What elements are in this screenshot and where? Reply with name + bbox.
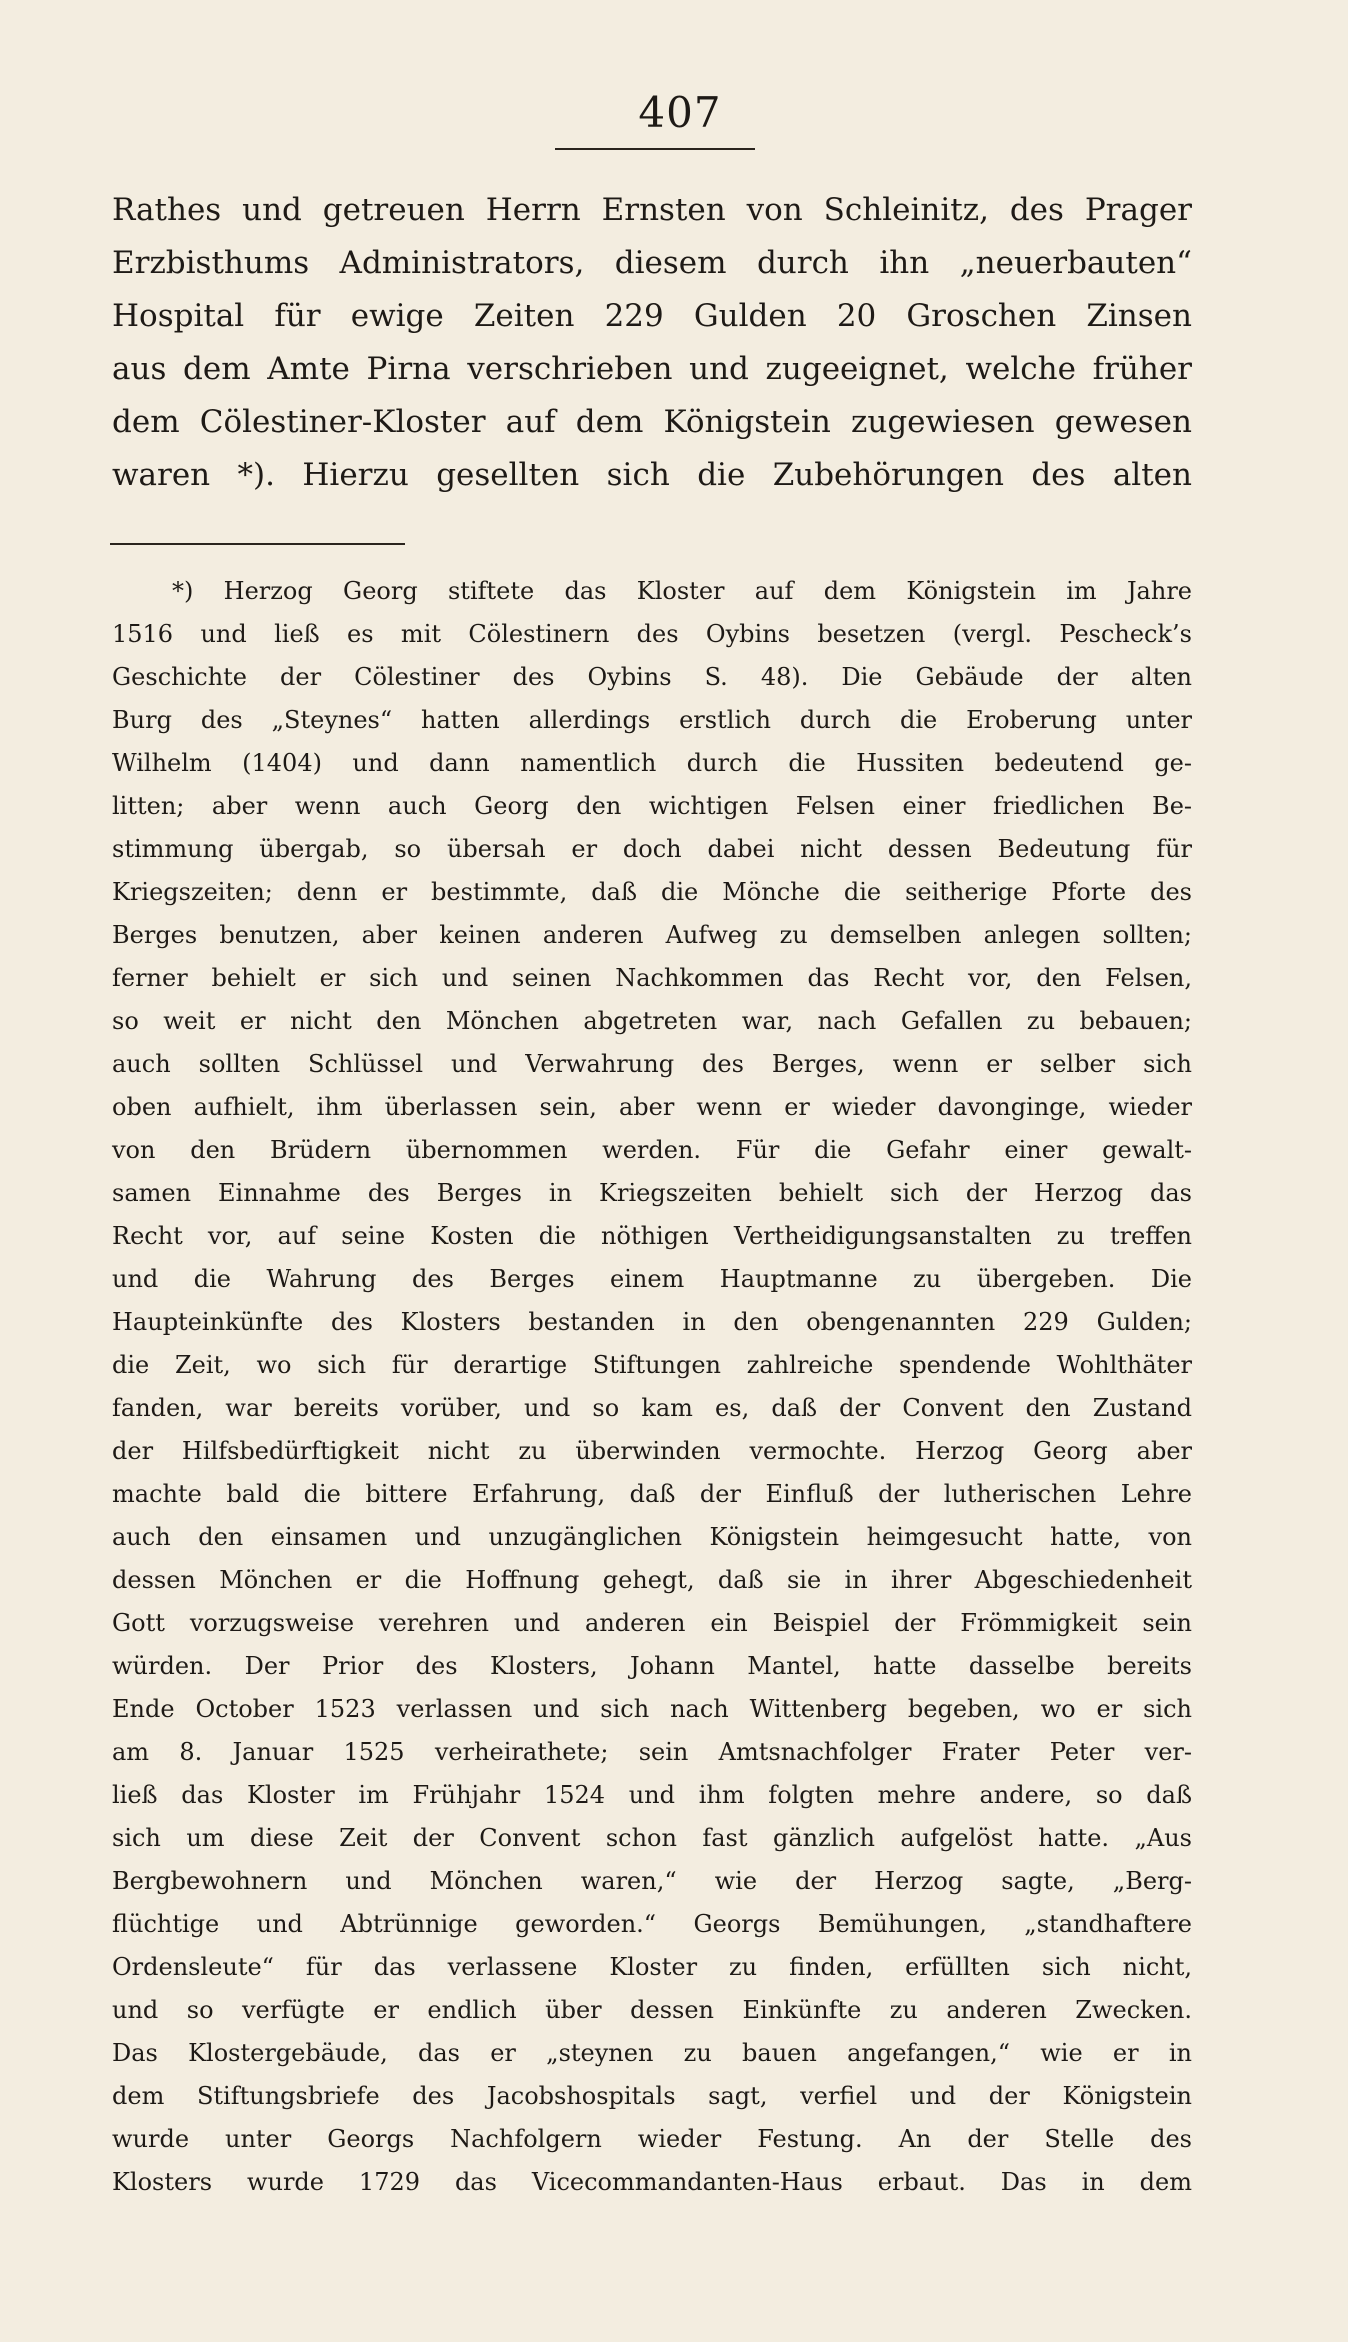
main-text-line: Hospital für ewige Zeiten 229 Gulden 20 Groschen Zinsen xyxy=(112,298,1192,334)
footnote-line: Berges benutzen, aber keinen anderen Aufweg zu demselben anlegen sollten; xyxy=(112,921,1192,949)
footnote-line: samen Einnahme des Berges in Kriegszeiten behielt sich der Herzog das xyxy=(112,1179,1192,1207)
footnote-line: Recht vor, auf seine Kosten die nöthigen Vertheidigungsanstalten zu treffen xyxy=(112,1222,1192,1250)
footnote-line: 1516 und ließ es mit Cölestinern des Oybins besetzen (vergl. Pescheck’s xyxy=(112,620,1192,648)
footnote-line: von den Brüdern übernommen werden. Für die Gefahr einer gewalt- xyxy=(112,1136,1192,1164)
footnote-line: auch sollten Schlüssel und Verwahrung des Berges, wenn er selber sich xyxy=(112,1050,1192,1078)
footnote-line: Haupteinkünfte des Klosters bestanden in den obengenannten 229 Gulden; xyxy=(112,1308,1192,1336)
footnote-line: am 8. Januar 1525 verheirathete; sein Amtsnachfolger Frater Peter ver- xyxy=(112,1738,1192,1766)
footnote-line: Kriegszeiten; denn er bestimmte, daß die Mönche die seitherige Pforte des xyxy=(112,878,1192,906)
footnote-line: Burg des „Steynes“ hatten allerdings erstlich durch die Eroberung unter xyxy=(112,706,1192,734)
footnote-line: stimmung übergab, so übersah er doch dabei nicht dessen Bedeutung für xyxy=(112,835,1192,863)
footnote-line: Geschichte der Cölestiner des Oybins S. 48). Die Gebäude der alten xyxy=(112,663,1192,691)
footnote-line: machte bald die bittere Erfahrung, daß der Einfluß der lutherischen Lehre xyxy=(112,1480,1192,1508)
footnote-line: Ordensleute“ für das verlassene Kloster zu finden, erfüllten sich nicht, xyxy=(112,1953,1192,1981)
footnote-line: Das Klostergebäude, das er „steynen zu bauen angefangen,“ wie er in xyxy=(112,2039,1192,2067)
footnote-line: würden. Der Prior des Klosters, Johann Mantel, hatte dasselbe bereits xyxy=(112,1652,1192,1680)
footnote-line: Ende October 1523 verlassen und sich nach Wittenberg begeben, wo er sich xyxy=(112,1695,1192,1723)
footnote-line: der Hilfsbedürftigkeit nicht zu überwinden vermochte. Herzog Georg aber xyxy=(112,1437,1192,1465)
footnote-line: Wilhelm (1404) und dann namentlich durch die Hussiten bedeutend ge- xyxy=(112,749,1192,777)
footnote-line: Bergbewohnern und Mönchen waren,“ wie der Herzog sagte, „Berg- xyxy=(112,1867,1192,1895)
main-text-line: aus dem Amte Pirna verschrieben und zugeeignet, welche früher xyxy=(112,351,1192,387)
footnote-line: Klosters wurde 1729 das Vicecommandanten-Haus erbaut. Das in dem xyxy=(112,2168,1192,2196)
main-text-line: dem Cölestiner-Kloster auf dem Königstein zugewiesen gewesen xyxy=(112,404,1192,440)
main-text-line: Erzbisthums Administrators, diesem durch ihn „neuerbauten“ xyxy=(112,245,1192,281)
footnote-line: litten; aber wenn auch Georg den wichtigen Felsen einer friedlichen Be- xyxy=(112,792,1192,820)
footnote-line: und so verfügte er endlich über dessen Einkünfte zu anderen Zwecken. xyxy=(112,1996,1192,2024)
page-number-rule xyxy=(555,148,755,150)
footnote xyxy=(112,570,1192,2204)
footnote-line: so weit er nicht den Mönchen abgetreten war, nach Gefallen zu bebauen; xyxy=(112,1007,1192,1035)
footnote-line: *) Herzog Georg stiftete das Kloster auf dem Königstein im Jahre xyxy=(172,577,1192,605)
main-text-line: waren *). Hierzu gesellten sich die Zubehörungen des alten xyxy=(112,457,1192,493)
main-text-line: Rathes und getreuen Herrn Ernsten von Schleinitz, des Prager xyxy=(112,192,1192,228)
footnote-line: ließ das Kloster im Frühjahr 1524 und ihm folgten mehre andere, so daß xyxy=(112,1781,1192,1809)
footnote-line: auch den einsamen und unzugänglichen Königstein heimgesucht hatte, von xyxy=(112,1523,1192,1551)
footnote-line: sich um diese Zeit der Convent schon fast gänzlich aufgelöst hatte. „Aus xyxy=(112,1824,1192,1852)
footnote-line: dem Stiftungsbriefe des Jacobshospitals sagt, verfiel und der Königstein xyxy=(112,2082,1192,2110)
footnote-line: ferner behielt er sich und seinen Nachkommen das Recht vor, den Felsen, xyxy=(112,964,1192,992)
footnote-line: die Zeit, wo sich für derartige Stiftungen zahlreiche spendende Wohlthäter xyxy=(112,1351,1192,1379)
footnote-line: flüchtige und Abtrünnige geworden.“ Georgs Bemühungen, „standhaftere xyxy=(112,1910,1192,1938)
footnote-line: Gott vorzugsweise verehren und anderen ein Beispiel der Frömmigkeit sein xyxy=(112,1609,1192,1637)
main-text xyxy=(112,184,1192,502)
footnote-line: und die Wahrung des Berges einem Hauptmanne zu übergeben. Die xyxy=(112,1265,1192,1293)
footnote-line: dessen Mönchen er die Hoffnung gehegt, daß sie in ihrer Abgeschiedenheit xyxy=(112,1566,1192,1594)
footnote-line: wurde unter Georgs Nachfolgern wieder Festung. An der Stelle des xyxy=(112,2125,1192,2153)
footnote-rule xyxy=(110,543,405,545)
footnote-line: fanden, war bereits vorüber, und so kam es, daß der Convent den Zustand xyxy=(112,1394,1192,1422)
page-number: 407 xyxy=(638,88,722,137)
footnote-line: oben aufhielt, ihm überlassen sein, aber wenn er wieder davonginge, wieder xyxy=(112,1093,1192,1121)
